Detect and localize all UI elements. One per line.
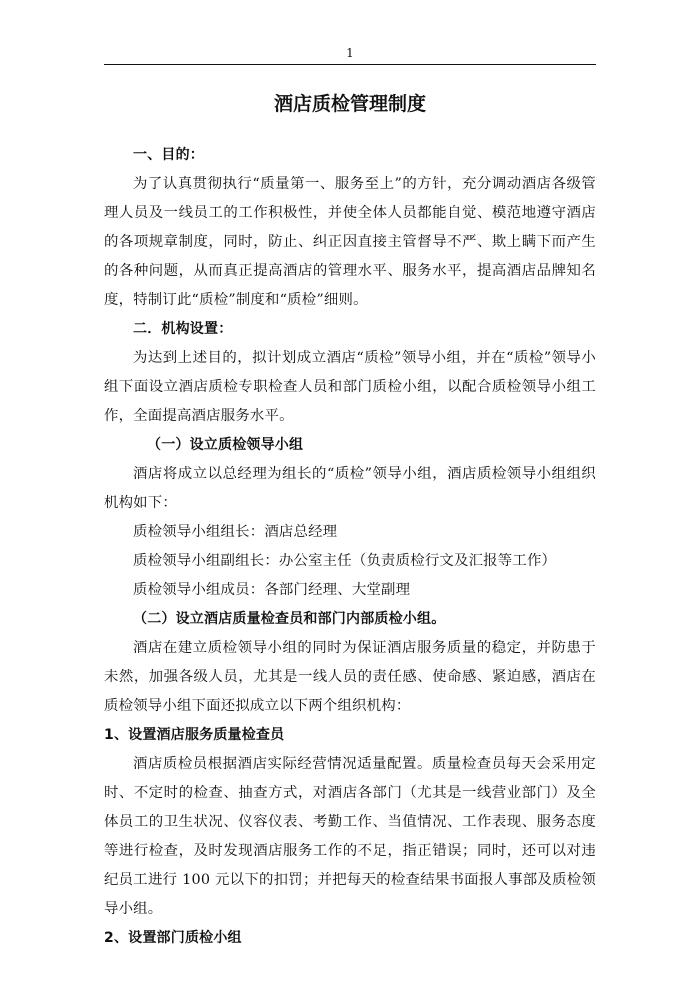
- subsection-heading-inspectors: （二）设立酒店质量检查员和部门内部质检小组。: [133, 611, 446, 627]
- document-title: 酒店质检管理制度: [273, 93, 426, 115]
- item-body-quality-inspector: 酒店质检员根据酒店实际经营情况适量配置。质量检查员每天会采用定时、不定时的检查、抽查方式，对酒店各部门（尤其是一线营业部门）及全体员工的卫生状况、仪容仪表、考勤工作、当值情况、工作表现、服务态度等进行检查，及时发现酒店服务工作的不足，指正错误；同时，还可以对违纪员工进行 100 元以下的扣罚；并把每天的检查结果书面报人事部及质检领导小组。: [104, 756, 596, 917]
- document-body: [104, 141, 596, 953]
- leadership-group-deputy: 质检领导小组副组长：办公室主任（负责质检行文及汇报等工作）: [133, 553, 557, 569]
- item-heading-quality-inspector: 1、设置酒店服务质量检查员: [104, 727, 285, 743]
- leadership-group-leader: 质检领导小组组长：酒店总经理: [133, 524, 338, 540]
- subsection-body-leadership-group: 酒店将成立以总经理为组长的“质检”领导小组，酒店质检领导小组组织机构如下：: [104, 466, 596, 511]
- section-body-organization: 为达到上述目的，拟计划成立酒店“质检”领导小组，并在“质检”领导小组下面设立酒店质检专职检查人员和部门质检小组，以配合质检领导小组工作，全面提高酒店服务水平。: [104, 350, 596, 424]
- subsection-heading-leadership-group: （一）设立质检领导小组: [147, 437, 304, 453]
- subsection-body-inspectors: 酒店在建立质检领导小组的同时为保证酒店服务质量的稳定，并防患于未然，加强各级人员，尤其是一线人员的责任感、使命感、紧迫感，酒店在质检领导小组下面还拟成立以下两个组织机构：: [104, 640, 596, 714]
- section-heading-organization: 二．机构设置：: [133, 321, 233, 337]
- section-heading-purpose: 一、目的：: [133, 147, 204, 163]
- page-number: 1: [346, 46, 354, 60]
- section-body-purpose: 为了认真贯彻执行“质量第一、服务至上”的方针，充分调动酒店各级管理人员及一线员工的工作积极性，并使全体人员都能自觉、模范地遵守酒店的各项规章制度，同时，防止、纠正因直接主管督导不严、欺上瞒下而产生的各种问题，从而真正提高酒店的管理水平、服务水平，提高酒店品牌知名度，特制订此“质检”制度和“质检”细则。: [104, 176, 596, 308]
- header-rule: [104, 64, 596, 65]
- leadership-group-members: 质检领导小组成员：各部门经理、大堂副理: [133, 582, 411, 598]
- item-heading-department-group: 2、设置部门质检小组: [104, 930, 242, 946]
